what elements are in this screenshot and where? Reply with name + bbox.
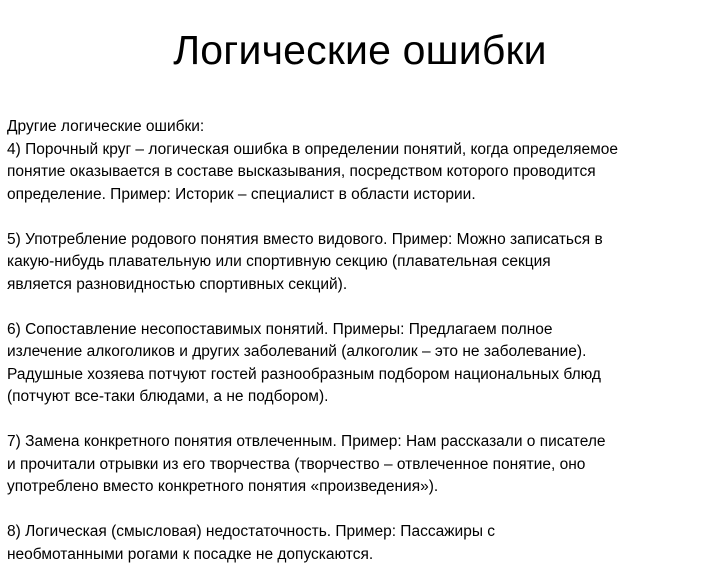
item-4-line-2: понятие оказывается в составе высказывания, посредством которого проводится bbox=[7, 161, 713, 184]
item-6-line-1: 6) Сопоставление несопоставимых понятий. Примеры: Предлагаем полное bbox=[7, 319, 713, 342]
item-5 bbox=[7, 229, 713, 297]
item-5-line-1: 5) Употребление родового понятия вместо видового. Пример: Можно записаться в bbox=[7, 229, 713, 252]
paragraph-gap bbox=[7, 409, 713, 432]
paragraph-gap bbox=[7, 296, 713, 319]
item-4 bbox=[7, 139, 713, 207]
item-7-line-3: употреблено вместо конкретного понятия «произведения»). bbox=[7, 476, 713, 499]
item-8-line-2: необмотанными рогами к посадке не допускаются. bbox=[7, 544, 713, 566]
paragraph-gap bbox=[7, 206, 713, 229]
slide-title: Логические ошибки bbox=[0, 24, 720, 76]
item-4-line-3: определение. Пример: Историк – специалист в области истории. bbox=[7, 184, 713, 207]
slide-body bbox=[7, 116, 713, 566]
item-4-line-1: 4) Порочный круг – логическая ошибка в определении понятий, когда определяемое bbox=[7, 139, 713, 162]
intro-text: Другие логические ошибки: bbox=[7, 116, 713, 139]
item-8 bbox=[7, 521, 713, 566]
item-6 bbox=[7, 319, 713, 409]
item-7-line-2: и прочитали отрывки из его творчества (творчество – отвлеченное понятие, оно bbox=[7, 454, 713, 477]
paragraph-gap bbox=[7, 499, 713, 522]
item-6-line-4: (потчуют все-таки блюдами, а не подбором). bbox=[7, 386, 713, 409]
item-6-line-2: излечение алкоголиков и других заболеваний (алкоголик – это не заболевание). bbox=[7, 341, 713, 364]
item-6-line-3: Радушные хозяева потчуют гостей разнообразным подбором национальных блюд bbox=[7, 364, 713, 387]
item-5-line-3: является разновидностью спортивных секций). bbox=[7, 274, 713, 297]
item-7-line-1: 7) Замена конкретного понятия отвлеченным. Пример: Нам рассказали о писателе bbox=[7, 431, 713, 454]
item-7 bbox=[7, 431, 713, 499]
item-8-line-1: 8) Логическая (смысловая) недостаточность. Пример: Пассажиры с bbox=[7, 521, 713, 544]
item-5-line-2: какую-нибудь плавательную или спортивную секцию (плавательная секция bbox=[7, 251, 713, 274]
